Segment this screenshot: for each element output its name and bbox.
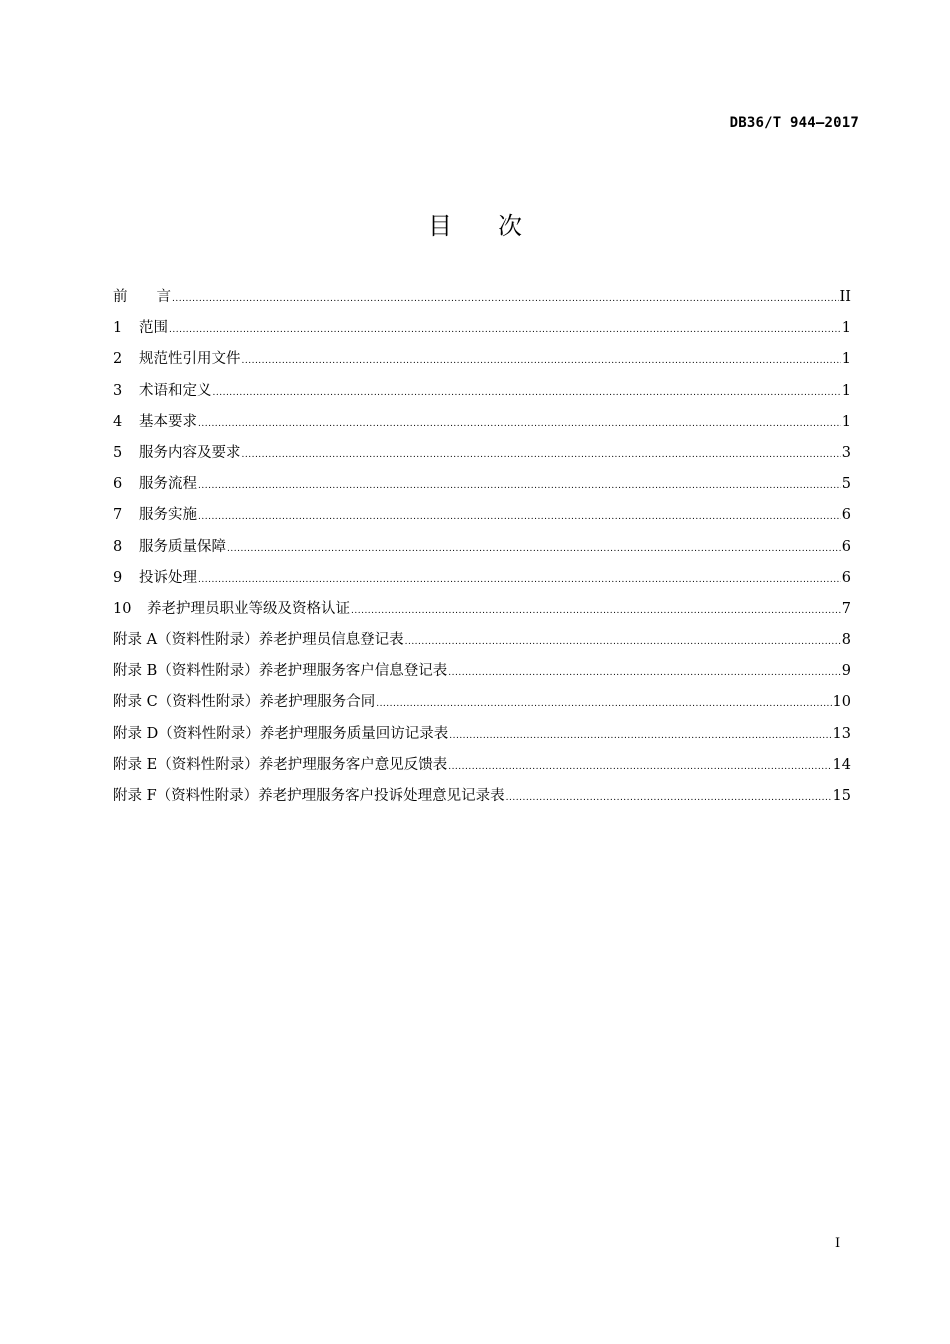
toc-entry-page: 1 <box>841 320 851 337</box>
toc-entry-1[interactable] <box>113 313 851 344</box>
toc-entry-3[interactable] <box>113 376 851 407</box>
toc-entry-page: 15 <box>832 788 851 804</box>
toc-entry-number: 4 <box>113 413 123 430</box>
toc-leader-dots <box>227 534 841 565</box>
toc-entry-appendix-d[interactable] <box>113 719 851 750</box>
toc-entry-number: 8 <box>113 538 123 555</box>
toc-entry-label: 附录 F（资料性附录）养老护理服务客户投诉处理意见记录表 <box>113 788 505 804</box>
toc-entry-10[interactable] <box>113 594 851 625</box>
toc-entry-label: 范围 <box>139 320 168 337</box>
toc-entry-label: 附录 E（资料性附录）养老护理服务客户意见反馈表 <box>113 756 448 773</box>
toc-entry-number: 9 <box>113 569 123 586</box>
toc-entry-number: 5 <box>113 444 123 461</box>
toc-entry-2[interactable] <box>113 344 851 375</box>
toc-entry-label: 前 言 <box>113 289 171 305</box>
toc-leader-dots <box>242 440 841 471</box>
toc-leader-dots <box>376 689 831 720</box>
toc-entry-appendix-e[interactable] <box>113 750 851 781</box>
toc-leader-dots <box>213 378 841 409</box>
toc-leader-dots <box>198 471 841 502</box>
toc-leader-dots <box>242 346 841 377</box>
toc-entry-page: 1 <box>841 351 851 368</box>
toc-entry-page: 6 <box>841 538 851 555</box>
toc-entry-4[interactable] <box>113 407 851 438</box>
toc-leader-dots <box>448 752 831 783</box>
toc-entry-label: 规范性引用文件 <box>139 351 241 368</box>
toc-leader-dots <box>169 315 841 346</box>
toc-entry-appendix-c[interactable] <box>113 687 851 718</box>
toc-entry-page: 1 <box>841 382 851 399</box>
toc-entry-label: 养老护理员职业等级及资格认证 <box>147 600 350 617</box>
toc-leader-dots <box>198 565 841 596</box>
toc-entry-label: 术语和定义 <box>139 382 212 399</box>
toc-entry-9[interactable] <box>113 563 851 594</box>
toc-entry-page: 14 <box>832 756 851 773</box>
toc-leader-dots <box>405 627 841 658</box>
toc-entry-label: 服务质量保障 <box>139 538 226 555</box>
toc-entry-number: 1 <box>113 320 123 337</box>
toc-entry-label: 附录 B（资料性附录）养老护理服务客户信息登记表 <box>113 663 448 680</box>
document-id: DB36/T 944—2017 <box>729 115 859 131</box>
toc-entry-label: 服务流程 <box>139 476 197 493</box>
toc-entry-6[interactable] <box>113 469 851 500</box>
toc-leader-dots <box>506 783 832 814</box>
page-number: I <box>835 1236 841 1251</box>
toc-entry-label: 附录 A（资料性附录）养老护理员信息登记表 <box>113 632 404 649</box>
toc-entry-page: 13 <box>832 725 851 742</box>
toc-entry-number: 7 <box>113 507 123 524</box>
toc-entry-page: II <box>839 289 851 305</box>
toc-entry-page: 10 <box>832 694 851 711</box>
toc-entry-7[interactable] <box>113 500 851 531</box>
toc-title: 目次 <box>428 212 568 240</box>
toc-entry-label: 附录 C（资料性附录）养老护理服务合同 <box>113 694 376 711</box>
toc-entry-label: 服务内容及要求 <box>139 444 241 461</box>
toc-entry-8[interactable] <box>113 532 851 563</box>
toc-entry-number: 10 <box>113 600 132 617</box>
toc-entry-appendix-b[interactable] <box>113 656 851 687</box>
toc-entry-number: 2 <box>113 351 123 368</box>
toc-leader-dots <box>172 284 839 315</box>
toc-leader-dots <box>448 658 841 689</box>
toc-leader-dots <box>198 502 841 533</box>
toc-entry-label: 投诉处理 <box>139 569 197 586</box>
toc-entry-page: 9 <box>841 663 851 680</box>
toc-entry-number: 3 <box>113 382 123 399</box>
toc-leader-dots <box>198 409 841 440</box>
toc-entry-label: 服务实施 <box>139 507 197 524</box>
toc-entry-label: 附录 D（资料性附录）养老护理服务质量回访记录表 <box>113 725 449 742</box>
toc-leader-dots <box>351 596 841 627</box>
toc-entry-page: 3 <box>841 444 851 461</box>
toc-entry-appendix-a[interactable] <box>113 625 851 656</box>
toc-leader-dots <box>449 721 831 752</box>
toc-entry-appendix-f[interactable] <box>113 781 851 812</box>
toc-entry-5[interactable] <box>113 438 851 469</box>
toc-entry-page: 6 <box>841 569 851 586</box>
toc-list <box>113 282 851 812</box>
toc-entry-page: 6 <box>841 507 851 524</box>
toc-entry-number: 6 <box>113 476 123 493</box>
toc-entry-page: 8 <box>841 632 851 649</box>
toc-entry-page: 5 <box>841 476 851 493</box>
toc-entry-label: 基本要求 <box>139 413 197 430</box>
toc-entry-page: 1 <box>841 413 851 430</box>
toc-entry-foreword[interactable] <box>113 282 851 313</box>
toc-entry-page: 7 <box>841 600 851 617</box>
